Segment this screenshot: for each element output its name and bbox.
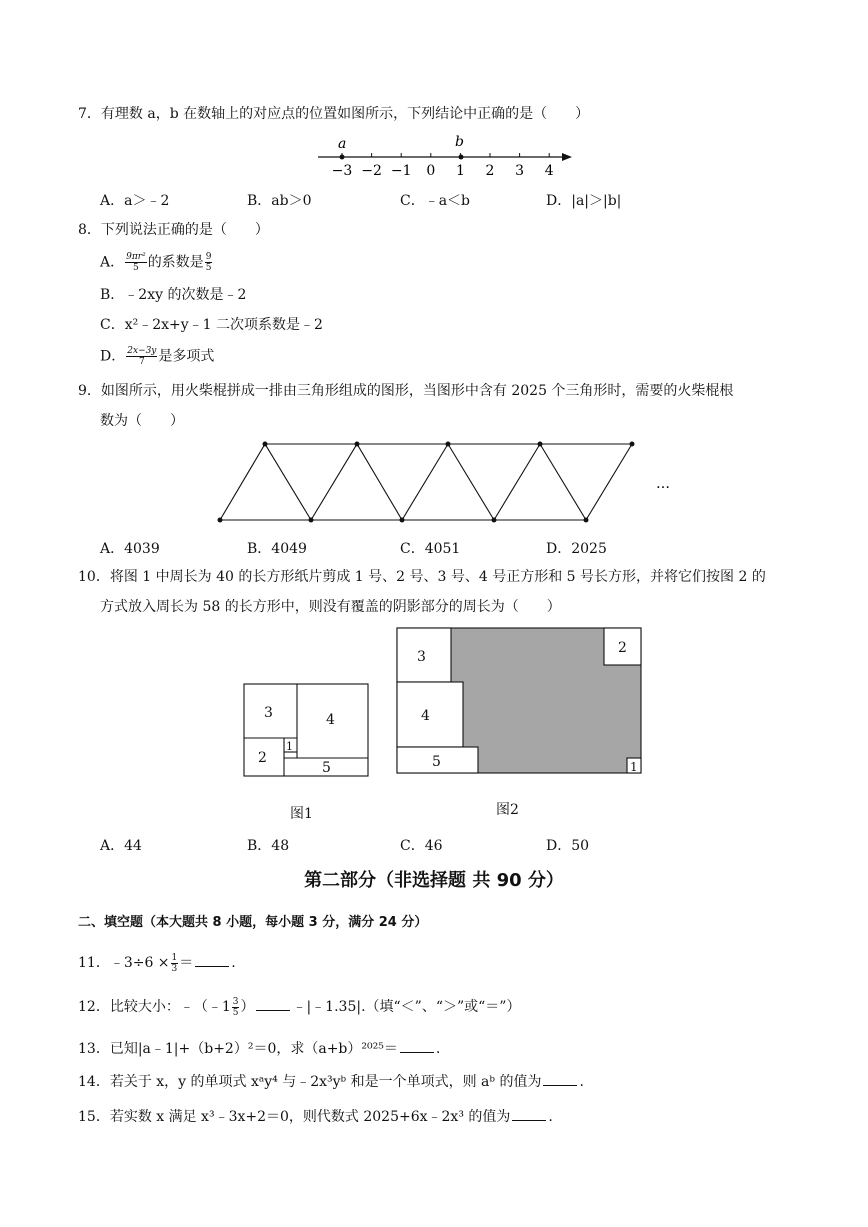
axis-tick-label: 1 [455, 163, 465, 179]
q10-option-c: C．46 [400, 838, 443, 854]
q12: 12．比较大小：﹣（﹣1 $\frac{3}{5}$ ） ﹣|﹣1.35|.（填“＜”、“＞”或“＝”） [78, 996, 521, 1018]
axis-tick-label: 3 [515, 163, 525, 179]
q8-option-d: D． $\frac{2x-3y}{7}$ 是多项式 [100, 346, 215, 367]
q8-stem: 8．下列说法正确的是（ ） [78, 222, 269, 238]
q9-option-c: C．4051 [400, 541, 461, 557]
fig2-label-4: 4 [421, 708, 430, 724]
answer-blank [512, 1106, 546, 1121]
q9-option-d: D．2025 [546, 541, 607, 557]
matchstick-triangles [212, 436, 682, 530]
q15: 15．若实数 x 满足 x³﹣3x+2＝0，则代数式 2025+6x﹣2x³ 的值为 . [78, 1106, 553, 1127]
fig2-label-3: 3 [417, 649, 426, 665]
answer-blank [256, 996, 290, 1011]
q7-option-b: B．ab＞0 [247, 193, 312, 209]
fig2-label-2: 2 [618, 640, 627, 656]
fig1-label-1: 1 [286, 740, 293, 753]
fig1-caption: 图1 [290, 806, 313, 822]
q8-option-a: A． $\frac{\text{9πr²}}{5}$ 的系数是 $\frac{9}{5}$ [100, 252, 212, 273]
q9-option-a: A．4039 [100, 541, 160, 557]
ellipsis: … [656, 476, 670, 492]
answer-blank [195, 952, 229, 967]
axis-tick-label: 4 [544, 163, 554, 179]
q9-stem-line1: 9．如图所示，用火柴棍拼成一排由三角形组成的图形，当图形中含有 2025 个三角形时，需要的火柴棍根 [78, 383, 734, 399]
part2-title: 第二部分（非选择题 共 90 分） [304, 870, 564, 891]
q10-option-b: B．48 [247, 838, 290, 854]
number-line [310, 128, 580, 180]
fig1-label-4: 4 [326, 712, 335, 728]
q7-stem: 7．有理数 a，b 在数轴上的对应点的位置如图所示，下列结论中正确的是（ ） [78, 106, 590, 122]
point-b [459, 155, 464, 160]
q10-option-a: A．44 [100, 838, 142, 854]
axis-tick-label: −2 [361, 163, 382, 179]
q10-option-d: D．50 [546, 838, 590, 854]
fig1-label-3: 3 [264, 705, 273, 721]
point-a [340, 155, 345, 160]
label-b: b [455, 134, 464, 150]
q7-option-a: A．a＞﹣2 [100, 193, 170, 209]
axis-tick-label: 2 [485, 163, 495, 179]
fig2-caption: 图2 [496, 802, 519, 818]
q7-option-c: C．﹣a＜b [400, 193, 471, 209]
q14: 14．若关于 x，y 的单项式 xᵃy⁴ 与﹣2x³yᵇ 和是一个单项式，则 aᵇ 的值为 . [78, 1071, 584, 1092]
axis-tick-label: 0 [426, 163, 436, 179]
q7-option-d: D．|a|＞|b| [546, 193, 622, 209]
label-a: a [338, 136, 347, 152]
q10-stem-line1: 10．将图 1 中周长为 40 的长方形纸片剪成 1 号、2 号、3 号、4 号正方形和 5 号长方形，并将它们按图 2 的 [78, 569, 766, 585]
axis-tick-label: −3 [331, 163, 353, 179]
q8-option-c: C．x²﹣2x+y﹣1 二次项系数是﹣2 [100, 317, 323, 333]
fig2-label-1: 1 [630, 760, 638, 774]
figure-2 [393, 624, 647, 776]
q8-option-b: B．﹣2xy 的次数是﹣2 [100, 287, 247, 303]
axis-tick-label: −1 [390, 163, 412, 179]
answer-blank [543, 1071, 577, 1086]
q9-option-b: B．4049 [247, 541, 307, 557]
q13: 13．已知|a﹣1|+（b+2）²＝0，求（a+b）²⁰²⁵＝ . [78, 1038, 440, 1059]
q9-stem-line2: 数为（ ） [100, 413, 184, 429]
fig1-label-5: 5 [322, 760, 331, 776]
section2-title: 二、填空题（本大题共 8 小题，每小题 3 分，满分 24 分） [78, 915, 428, 930]
q10-stem-line2: 方式放入周长为 58 的长方形中，则没有覆盖的阴影部分的周长为（ ） [100, 599, 561, 615]
fig1-label-2: 2 [258, 750, 267, 766]
answer-blank [400, 1038, 434, 1053]
fig2-label-5: 5 [432, 754, 441, 770]
figure-1 [240, 680, 374, 782]
q11: 11．﹣3÷6 × $\frac{1}{3}$ ＝ . [78, 952, 236, 974]
